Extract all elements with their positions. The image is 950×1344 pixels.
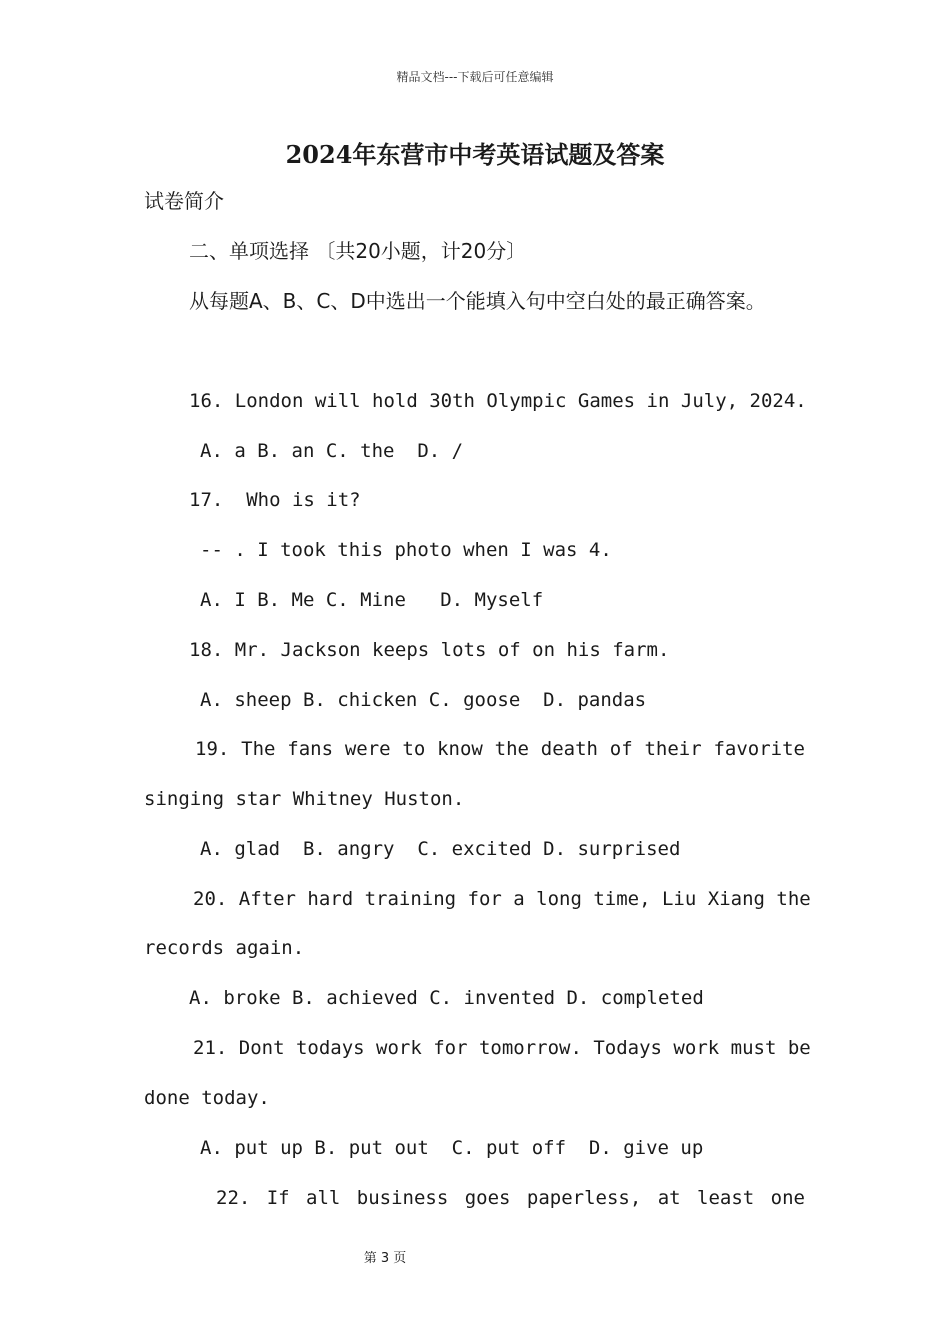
question-17-stem: 17. Who is it? bbox=[189, 489, 361, 511]
page-footer: 第 3 页 bbox=[363, 1251, 407, 1266]
question-17-options: A. I B. Me C. Mine D. Myself bbox=[200, 589, 544, 611]
intro-label: 试卷简介 bbox=[144, 189, 224, 213]
question-16-stem: 16. London will hold 30th Olympic Games in July, 2024. bbox=[189, 390, 807, 412]
question-18-options: A. sheep B. chicken C. goose D. pandas bbox=[200, 689, 647, 711]
question-21-continuation: done today. bbox=[144, 1087, 270, 1109]
document-title: 2024年东营市中考英语试题及答案 bbox=[285, 140, 665, 169]
question-19-options: A. glad B. angry C. excited D. surprised bbox=[200, 838, 681, 860]
question-17-reply: -- . I took this photo when I was 4. bbox=[200, 539, 612, 561]
question-16-options: A. a B. an C. the D. / bbox=[200, 440, 464, 462]
question-19-continuation: singing star Whitney Huston. bbox=[144, 788, 465, 810]
section-heading: 二、单项选择 〔共20小题，计20分〕 bbox=[189, 239, 527, 263]
question-20-stem: 20. After hard training for a long time, Liu Xiang the bbox=[193, 888, 811, 910]
question-20-options: A. broke B. achieved C. invented D. completed bbox=[189, 987, 704, 1009]
question-20-continuation: records again. bbox=[144, 937, 305, 959]
instructions: 从每题A、B、C、D中选出一个能填入句中空白处的最正确答案。 bbox=[189, 289, 766, 313]
page-header: 精品文档---下载后可任意编辑 bbox=[396, 70, 554, 84]
question-18-stem: 18. Mr. Jackson keeps lots of on his farm. bbox=[189, 639, 670, 661]
question-21-options: A. put up B. put out C. put off D. give up bbox=[200, 1137, 704, 1159]
question-22-stem: 22. If all business goes paperless, at least one bbox=[216, 1187, 805, 1209]
question-21-stem: 21. Dont todays work for tomorrow. Todays work must be bbox=[193, 1037, 811, 1059]
question-19-stem: 19. The fans were to know the death of their favorite bbox=[195, 738, 805, 760]
